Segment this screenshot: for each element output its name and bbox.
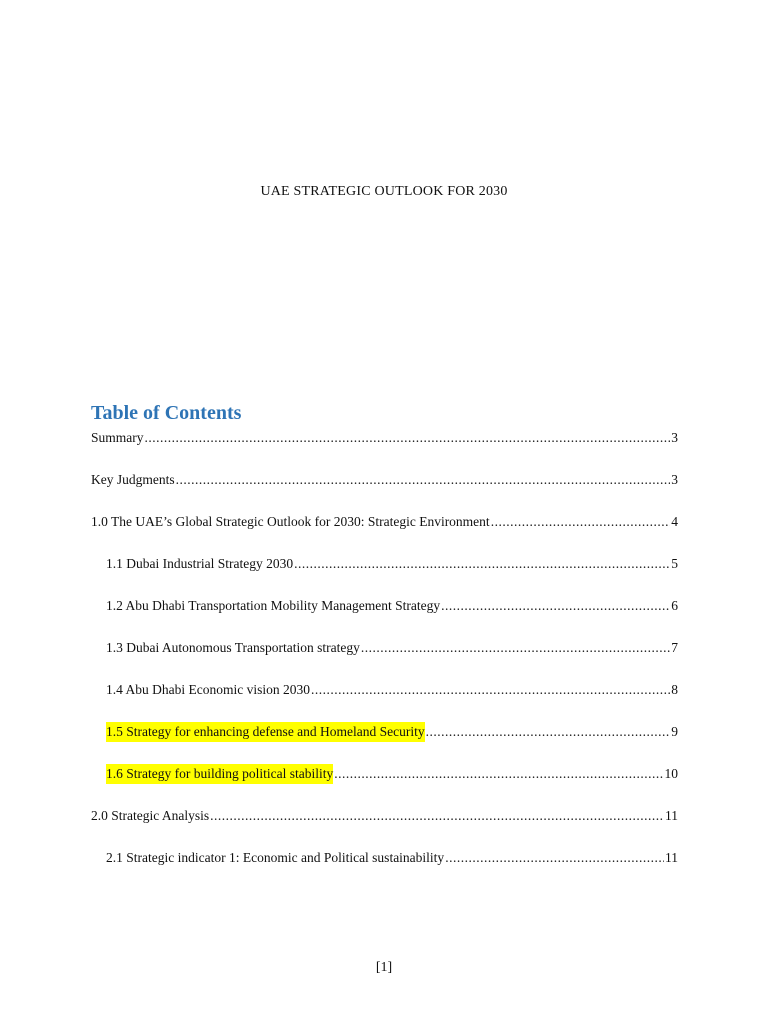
toc-entry-page: 10 [664,766,678,781]
toc-entry[interactable] [91,470,678,512]
toc-entry-page: 7 [671,640,678,655]
toc-entry-page: 11 [665,808,678,823]
toc-entry-page: 3 [671,430,678,445]
toc-entry-label: 1.3 Dubai Autonomous Transportation strategy [106,640,360,655]
toc-entry[interactable] [91,512,678,554]
toc-entry-page: 8 [671,682,678,697]
toc-entry-label: 1.0 The UAE’s Global Strategic Outlook for 2030: Strategic Environment [91,514,490,529]
toc-dot-leader [311,680,670,700]
toc-entry-page: 5 [671,556,678,571]
page-number: [1] [375,960,393,975]
document-title: UAE STRATEGIC OUTLOOK FOR 2030 [260,184,508,199]
toc-heading: Table of Contents [91,402,242,424]
toc-entry-page: 6 [671,598,678,613]
toc-dot-leader [145,428,671,448]
toc-entry[interactable] [91,848,678,890]
toc-entry-label-highlighted: 1.6 Strategy for building political stability [106,764,333,784]
toc-dot-leader [426,722,671,742]
toc-entry-label: 2.1 Strategic indicator 1: Economic and Political sustainability [106,850,445,865]
toc-dot-leader [361,638,670,658]
toc-entry[interactable] [91,554,678,596]
toc-dot-leader [441,596,670,616]
toc-entry[interactable] [91,806,678,848]
toc-entry-page: 11 [665,850,678,865]
toc-dot-leader [491,512,671,532]
toc-entry-page: 9 [671,724,678,739]
toc-dot-leader [176,470,671,490]
toc-entry[interactable] [91,680,678,722]
toc-dot-leader [294,554,670,574]
toc-entry[interactable] [91,428,678,470]
toc-entry[interactable] [91,638,678,680]
toc-entry-label: Summary [91,430,144,445]
toc-entry[interactable] [91,596,678,638]
toc-entry-label: 1.2 Abu Dhabi Transportation Mobility Management Strategy [106,598,441,613]
toc-entry-label: 1.1 Dubai Industrial Strategy 2030 [106,556,294,571]
toc-entry-label: 1.4 Abu Dhabi Economic vision 2030 [106,682,310,697]
toc-entry-page: 3 [671,472,678,487]
toc-entry[interactable] [91,764,678,806]
toc-dot-leader [445,848,664,868]
toc-entry-label: Key Judgments [91,472,175,487]
toc-entry-label: 2.0 Strategic Analysis [91,808,210,823]
toc-dot-leader [210,806,664,826]
toc-entry[interactable] [91,722,678,764]
toc-entry-label-highlighted: 1.5 Strategy for enhancing defense and Homeland Security [106,722,425,742]
toc-dot-leader [334,764,663,784]
toc-entry-page: 4 [671,514,678,529]
table-of-contents [91,428,678,890]
